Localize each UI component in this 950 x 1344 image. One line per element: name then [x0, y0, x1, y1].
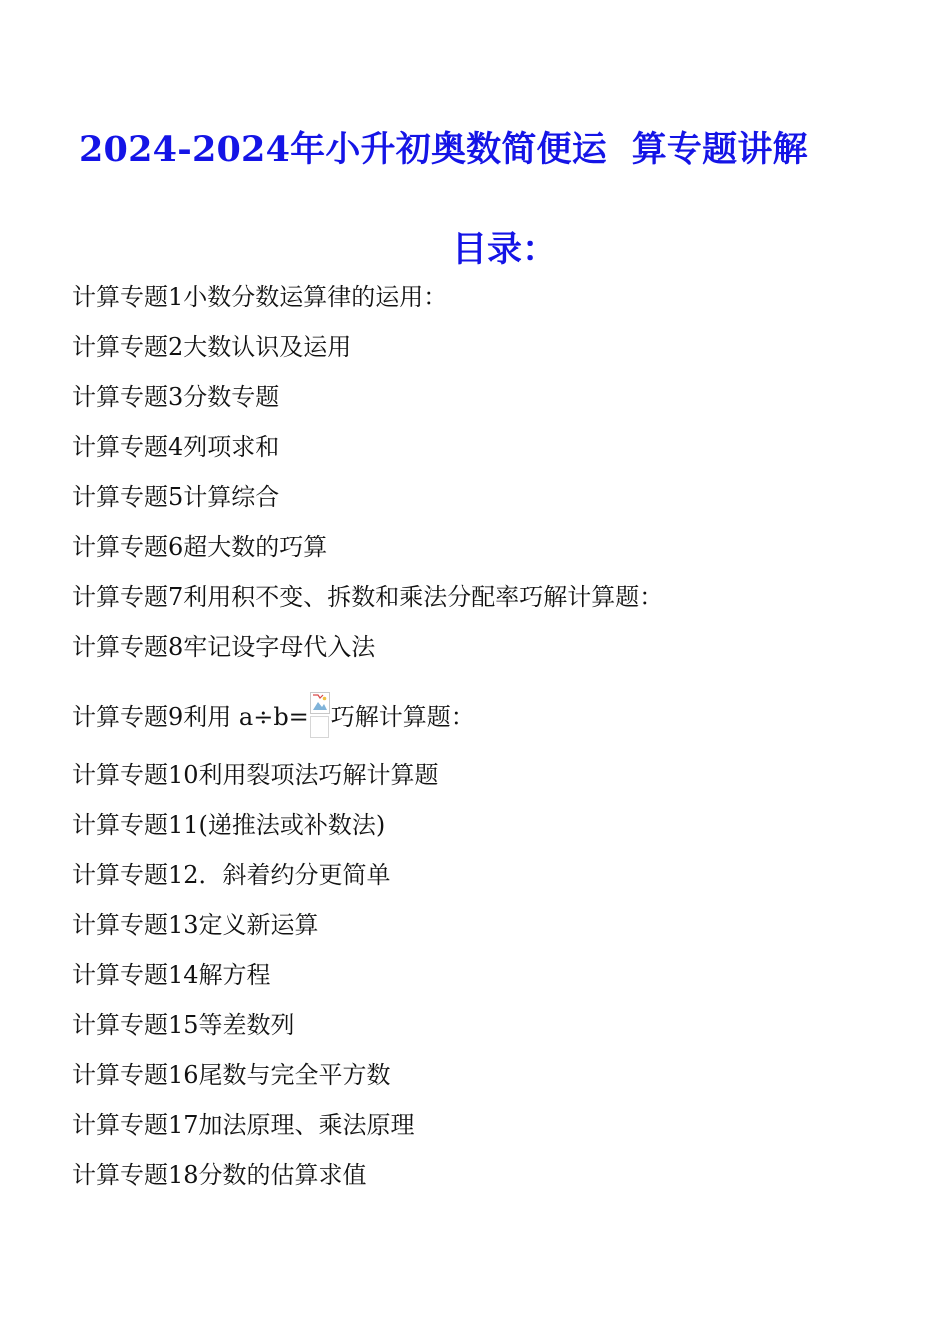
toc-item-15: 计算专题15等差数列: [72, 1011, 295, 1039]
toc-item-5: 计算专题5计算综合: [72, 483, 280, 511]
toc-item-18: 计算专题18分数的估算求值: [72, 1161, 367, 1189]
toc-item-7: 计算专题7利用积不变、拆数和乘法分配率巧解计算题：: [72, 583, 664, 611]
toc-item-2: 计算专题2大数认识及运用: [72, 333, 352, 361]
table-of-contents: [72, 280, 892, 1208]
toc-item-1: 计算专题1小数分数运算律的运用：: [72, 283, 448, 311]
toc-item-13: 计算专题13定义新运算: [72, 911, 319, 939]
formula-image: [310, 692, 330, 740]
toc-item-10: 计算专题10利用裂项法巧解计算题: [72, 761, 439, 789]
toc-heading: 目录：: [452, 229, 558, 270]
toc-item-14: 计算专题14解方程: [72, 961, 271, 989]
toc-item-9-suffix: 巧解计算题：: [330, 703, 475, 731]
formula-image-frame: [310, 716, 329, 738]
toc-item-8: 计算专题8牢记设字母代入法: [72, 633, 376, 661]
document-title: 2024-2024年小升初奥数简便运 算专题讲解: [79, 129, 808, 170]
toc-item-9-prefix: 计算专题9利用 a÷b=: [72, 703, 309, 731]
toc-item-12: 计算专题12．斜着约分更简单: [72, 861, 391, 889]
toc-item-9: [72, 680, 892, 742]
broken-image-icon: [310, 692, 330, 714]
toc-item-17: 计算专题17加法原理、乘法原理: [72, 1111, 415, 1139]
toc-item-3: 计算专题3分数专题: [72, 383, 280, 411]
toc-item-16: 计算专题16尾数与完全平方数: [72, 1061, 391, 1089]
toc-item-11: 计算专题11(递推法或补数法): [72, 811, 386, 839]
toc-item-4: 计算专题4列项求和: [72, 433, 280, 461]
toc-item-6: 计算专题6超大数的巧算: [72, 533, 328, 561]
